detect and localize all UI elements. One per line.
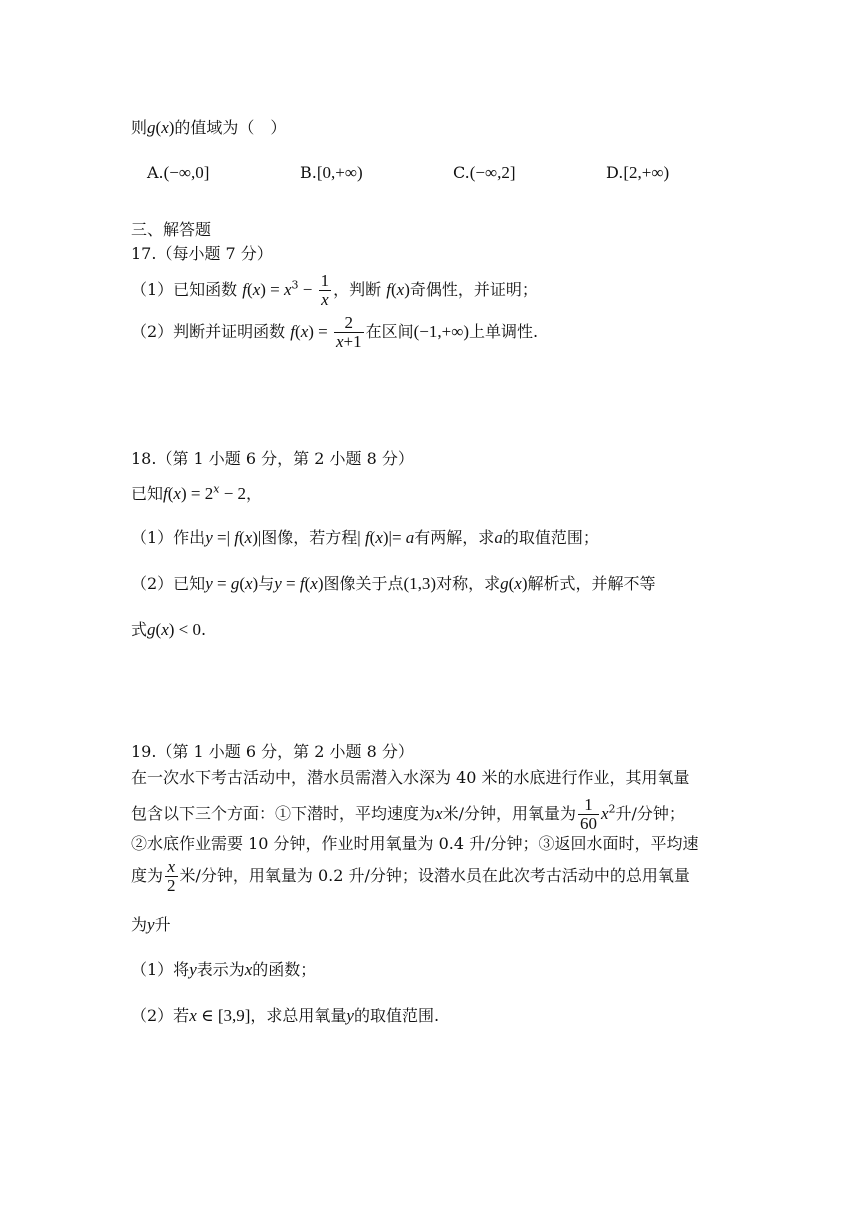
q16-option-b: B.[0,+∞) [300, 163, 363, 182]
q19-line3: ②水底作业需要 10 分钟，作业时用氧量为 0.4 升/分钟；③返回水面时，平均速 [131, 834, 699, 853]
q17-part2: （2）判断并证明函数 f(x) = $\frac{2}{x+1}$ 在区间(−1,+∞)上单调性. [131, 313, 539, 351]
q16-option-d: D.[2,+∞) [606, 163, 670, 182]
fraction-x-over-two: $\frac{x}{2}$ [167, 857, 176, 895]
section-title: 三、解答题 [131, 220, 212, 239]
q19-part2: （2）若x ∈ [3,9]，求总用氧量y的取值范围. [131, 1006, 440, 1025]
q17-part1: （1）已知函数 $f(x) = x^3$ − $\frac{1}{x}$ ，判断 f(x)奇偶性，并证明； [131, 271, 538, 309]
q19-line1: 在一次水下考古活动中，潜水员需潜入水深为 40 米的水底进行作业，其用氧量 [131, 768, 690, 787]
q19-line2: 包含以下三个方面：①下潜时，平均速度为x米/分钟，用氧量为 $\frac{1}{60}$ $x^2$升/分钟； [131, 795, 685, 833]
q18-part2: （2）已知y = g(x)与y = f(x)图像关于点(1,3)对称，求g(x)解析式，并解不等 [131, 574, 656, 593]
q18-part1: （1）作出y =| f(x)|图像，若方程| f(x)|= a有两解，求a的取值范围； [131, 528, 599, 547]
fraction-one-over-x: $\frac{1}{x}$ [320, 271, 330, 309]
q16-option-a: A.(−∞,0] [147, 163, 210, 182]
q19-header: 19.（第 1 小题 6 分，第 2 小题 8 分） [131, 742, 414, 761]
q16-stem: 则g(x)的值域为（ ） [131, 118, 287, 137]
q19-line5: 为y升 [131, 915, 171, 934]
fraction-one-over-sixty: $\frac{1}{60}$ [579, 795, 597, 833]
q19-part1: （1）将y表示为x的函数； [131, 960, 317, 979]
q18-header: 18.（第 1 小题 6 分，第 2 小题 8 分） [131, 449, 414, 468]
q19-line4: 度为 $\frac{x}{2}$ 米/分钟，用氧量为 0.2 升/分钟；设潜水员在此次考古活动中的总用氧量 [131, 857, 690, 895]
q18-part2-cont: 式g(x) < 0. [131, 620, 207, 639]
q18-given: 已知$f(x) = 2^x - 2$， [131, 482, 263, 503]
q16-option-c: C.(−∞,2] [453, 163, 516, 182]
fraction-two-over-x-plus-one: $\frac{2}{x+1}$ [335, 313, 362, 351]
q17-header: 17.（每小题 7 分） [131, 244, 273, 263]
